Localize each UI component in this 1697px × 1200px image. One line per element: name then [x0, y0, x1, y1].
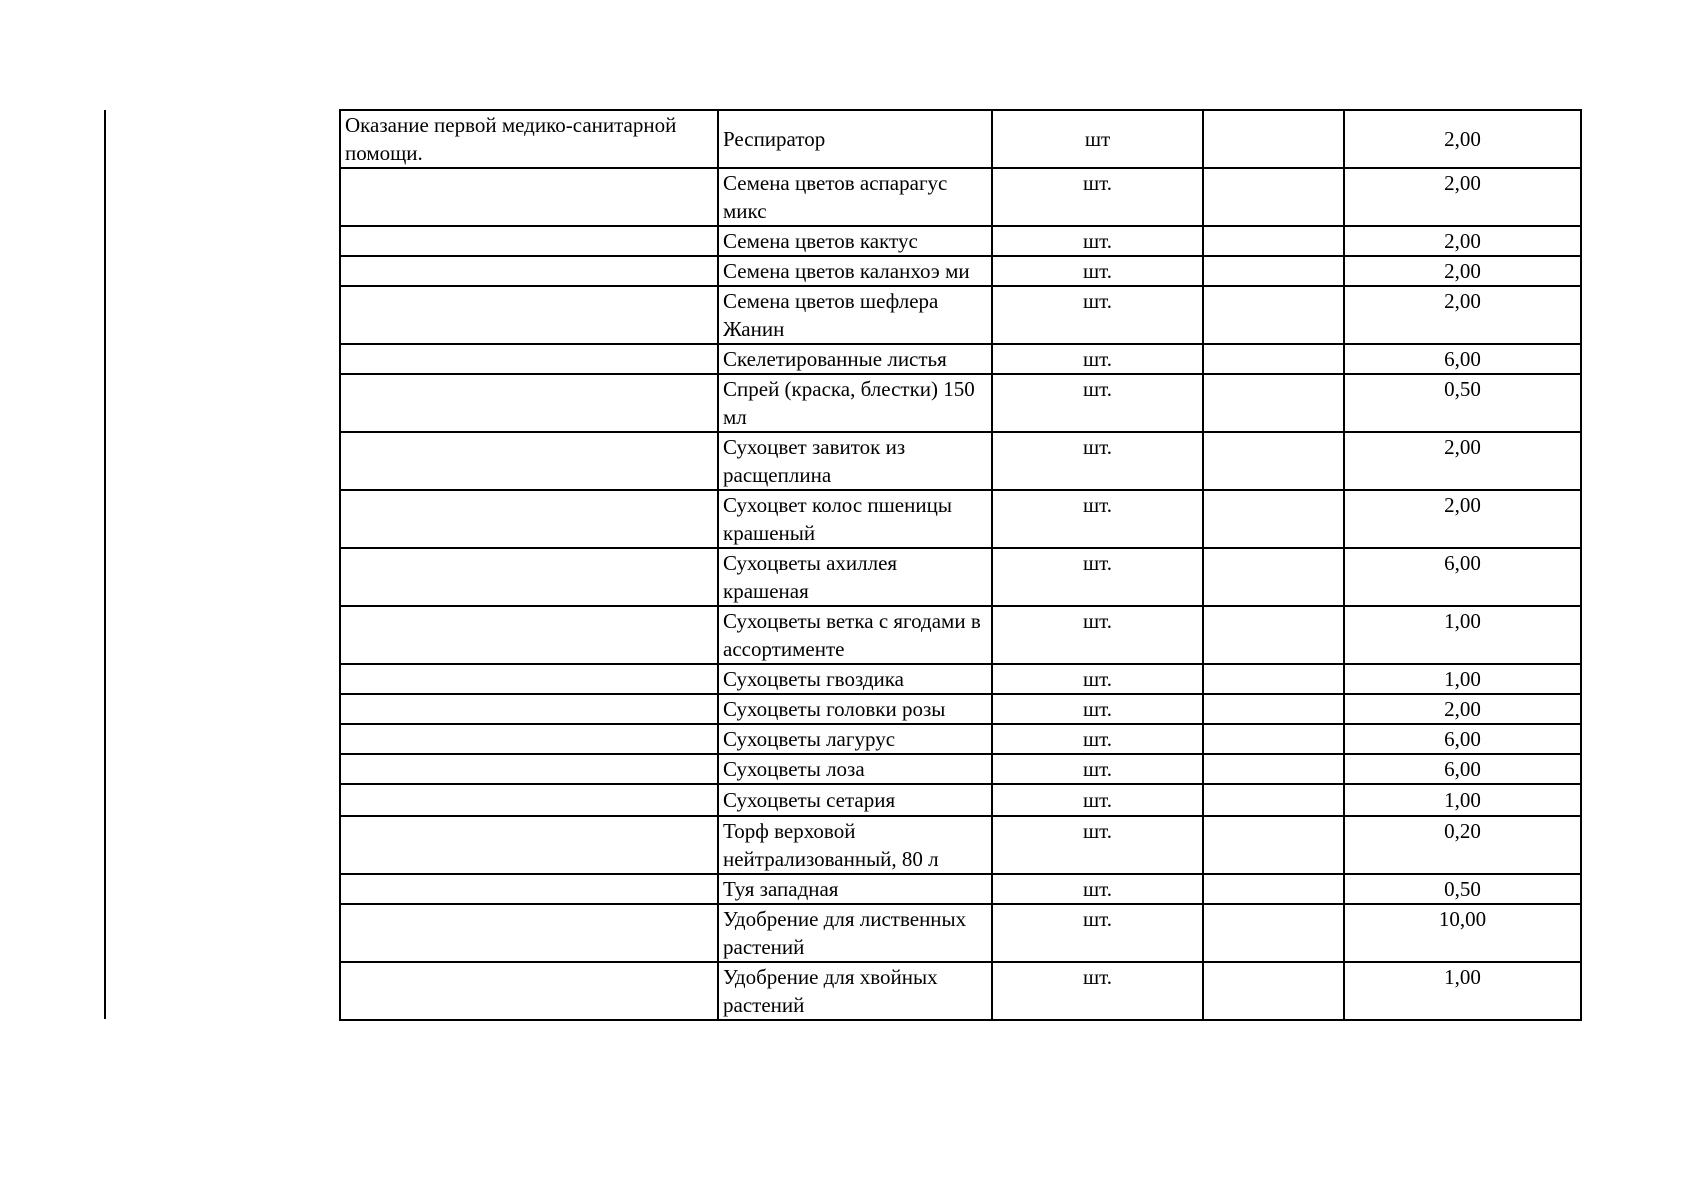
table-row: [340, 490, 1581, 548]
quantity-cell: 0,50: [1344, 374, 1581, 432]
item-name-cell: Сухоцвет завиток из расщеплина: [718, 432, 992, 490]
blank-cell: [1203, 226, 1344, 256]
table-row: [340, 286, 1581, 344]
item-name-cell: Сухоцветы лагурус: [718, 724, 992, 754]
table-row: [340, 962, 1581, 1020]
unit-cell: шт.: [992, 606, 1203, 664]
unit-cell: шт.: [992, 904, 1203, 962]
item-name-cell: Сухоцветы ветка с ягодами в ассортименте: [718, 606, 992, 664]
blank-cell: [1203, 344, 1344, 374]
unit-cell: шт.: [992, 374, 1203, 432]
blank-cell: [1203, 754, 1344, 784]
item-name-cell: Респиратор: [718, 110, 992, 168]
quantity-cell: 2,00: [1344, 490, 1581, 548]
quantity-cell: 6,00: [1344, 724, 1581, 754]
section-cell: [340, 904, 718, 962]
blank-cell: [1203, 286, 1344, 344]
quantity-cell: 6,00: [1344, 344, 1581, 374]
quantity-cell: 2,00: [1344, 694, 1581, 724]
item-name-cell: Удобрение для хвойных растений: [718, 962, 992, 1020]
table-row: [340, 110, 1581, 168]
section-cell: [340, 286, 718, 344]
blank-cell: [1203, 962, 1344, 1020]
blank-cell: [1203, 784, 1344, 816]
left-margin-rule: [104, 110, 106, 1019]
unit-cell: шт.: [992, 664, 1203, 694]
table-row: [340, 606, 1581, 664]
section-cell: [340, 256, 718, 286]
section-cell: Оказание первой медико-санитарной помощи.: [340, 110, 718, 168]
unit-cell: шт.: [992, 168, 1203, 226]
unit-cell: шт.: [992, 432, 1203, 490]
table-row: [340, 256, 1581, 286]
table-row: [340, 724, 1581, 754]
table-row: [340, 374, 1581, 432]
item-name-cell: Удобрение для лиственных растений: [718, 904, 992, 962]
blank-cell: [1203, 548, 1344, 606]
item-name-cell: Сухоцветы лоза: [718, 754, 992, 784]
quantity-cell: 10,00: [1344, 904, 1581, 962]
blank-cell: [1203, 490, 1344, 548]
blank-cell: [1203, 374, 1344, 432]
unit-cell: шт.: [992, 344, 1203, 374]
section-cell: [340, 874, 718, 904]
table-row: [340, 664, 1581, 694]
item-name-cell: Семена цветов шефлера Жанин: [718, 286, 992, 344]
unit-cell: шт.: [992, 226, 1203, 256]
blank-cell: [1203, 256, 1344, 286]
table-row: [340, 432, 1581, 490]
blank-cell: [1203, 168, 1344, 226]
item-name-cell: Торф верховой нейтрализованный, 80 л: [718, 816, 992, 874]
section-cell: [340, 168, 718, 226]
quantity-cell: 6,00: [1344, 754, 1581, 784]
section-cell: [340, 432, 718, 490]
item-name-cell: Туя западная: [718, 874, 992, 904]
quantity-cell: 2,00: [1344, 256, 1581, 286]
table-row: [340, 344, 1581, 374]
unit-cell: шт.: [992, 694, 1203, 724]
table-row: [340, 226, 1581, 256]
section-cell: [340, 548, 718, 606]
table-row: [340, 548, 1581, 606]
unit-cell: шт.: [992, 784, 1203, 816]
item-name-cell: Спрей (краска, блестки) 150 мл: [718, 374, 992, 432]
quantity-cell: 1,00: [1344, 664, 1581, 694]
item-name-cell: Сухоцветы головки розы: [718, 694, 992, 724]
section-cell: [340, 344, 718, 374]
section-cell: [340, 784, 718, 816]
section-cell: [340, 754, 718, 784]
item-name-cell: Семена цветов каланхоэ ми: [718, 256, 992, 286]
section-cell: [340, 962, 718, 1020]
section-cell: [340, 374, 718, 432]
item-name-cell: Сухоцветы ахиллея крашеная: [718, 548, 992, 606]
blank-cell: [1203, 664, 1344, 694]
table-row: [340, 816, 1581, 874]
table-row: [340, 168, 1581, 226]
unit-cell: шт.: [992, 874, 1203, 904]
item-name-cell: Семена цветов аспарагус микс: [718, 168, 992, 226]
unit-cell: шт.: [992, 724, 1203, 754]
section-cell: [340, 816, 718, 874]
item-name-cell: Сухоцвет колос пшеницы крашеный: [718, 490, 992, 548]
blank-cell: [1203, 874, 1344, 904]
unit-cell: шт.: [992, 490, 1203, 548]
section-cell: [340, 606, 718, 664]
item-name-cell: Сухоцветы сетария: [718, 784, 992, 816]
quantity-cell: 2,00: [1344, 168, 1581, 226]
quantity-cell: 2,00: [1344, 432, 1581, 490]
items-table: [339, 109, 1582, 1021]
table-row: [340, 904, 1581, 962]
table-row: [340, 754, 1581, 784]
quantity-cell: 0,20: [1344, 816, 1581, 874]
section-cell: [340, 490, 718, 548]
quantity-cell: 2,00: [1344, 110, 1581, 168]
section-cell: [340, 664, 718, 694]
section-cell: [340, 694, 718, 724]
blank-cell: [1203, 432, 1344, 490]
item-name-cell: Скелетированные листья: [718, 344, 992, 374]
table-row: [340, 874, 1581, 904]
blank-cell: [1203, 694, 1344, 724]
blank-cell: [1203, 110, 1344, 168]
quantity-cell: 0,50: [1344, 874, 1581, 904]
unit-cell: шт.: [992, 256, 1203, 286]
quantity-cell: 2,00: [1344, 286, 1581, 344]
quantity-cell: 6,00: [1344, 548, 1581, 606]
quantity-cell: 2,00: [1344, 226, 1581, 256]
section-cell: [340, 226, 718, 256]
unit-cell: шт.: [992, 286, 1203, 344]
item-name-cell: Семена цветов кактус: [718, 226, 992, 256]
quantity-cell: 1,00: [1344, 962, 1581, 1020]
section-cell: [340, 724, 718, 754]
unit-cell: шт.: [992, 548, 1203, 606]
blank-cell: [1203, 816, 1344, 874]
table-row: [340, 784, 1581, 816]
blank-cell: [1203, 606, 1344, 664]
unit-cell: шт: [992, 110, 1203, 168]
blank-cell: [1203, 724, 1344, 754]
unit-cell: шт.: [992, 962, 1203, 1020]
item-name-cell: Сухоцветы гвоздика: [718, 664, 992, 694]
unit-cell: шт.: [992, 754, 1203, 784]
quantity-cell: 1,00: [1344, 606, 1581, 664]
unit-cell: шт.: [992, 816, 1203, 874]
blank-cell: [1203, 904, 1344, 962]
quantity-cell: 1,00: [1344, 784, 1581, 816]
table-row: [340, 694, 1581, 724]
